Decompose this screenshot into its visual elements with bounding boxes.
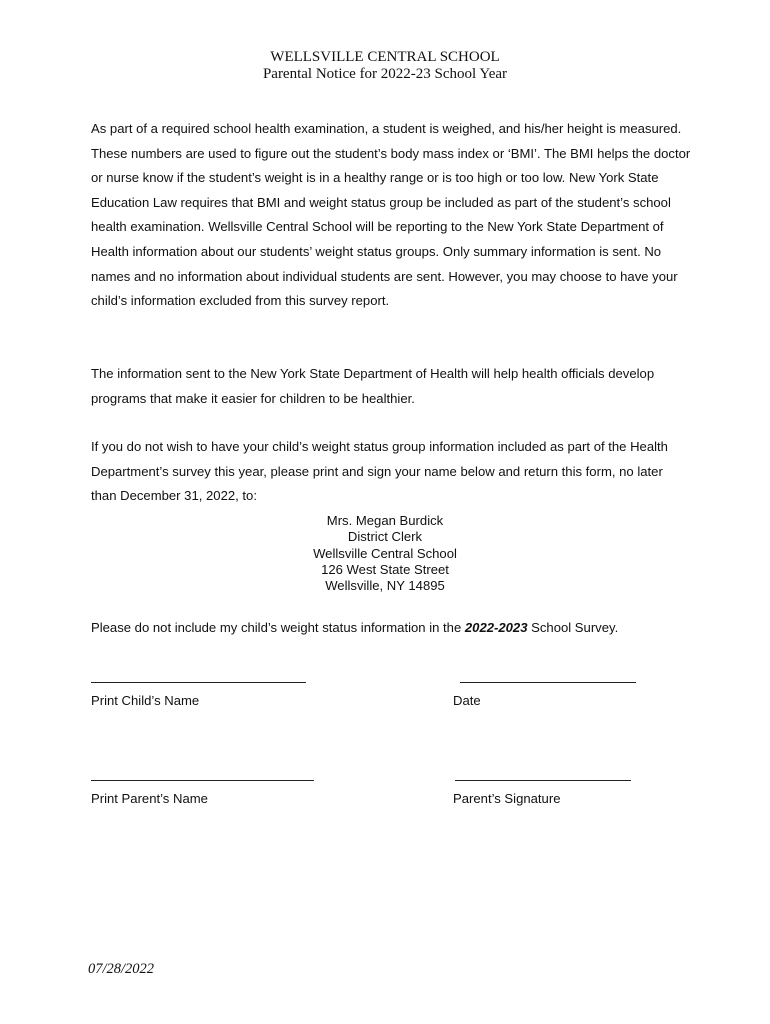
date-label: Date (453, 693, 481, 708)
bmi-explanation-paragraph: As part of a required school health examination, a student is weighed, and his/her height is measured. These numbers are used to figure out the student’s body mass index or ‘BMI’. The BMI helps the doctor or nurse know if the student’s weight is in a healthy range or is too high or too low. New York State Education Law requires that BMI and weight status group be included as part of the student’s school health examination. Wellsville Central School will be reporting to the New York State Department of Health information about our students’ weight status groups. Only summary information is sent. No names and no information about individual students are sent. However, you may choose to have your child’s information excluded from this survey report. (91, 121, 691, 309)
opt-out-statement-before: Please do not include my child’s weight status information in the (91, 620, 465, 635)
child-name-line[interactable] (91, 682, 306, 683)
address-city: Wellsville, NY 14895 (325, 578, 445, 594)
child-name-label: Print Child’s Name (91, 693, 200, 708)
opt-out-statement (91, 619, 711, 636)
footer-date: 07/28/2022 (88, 961, 155, 977)
parent-name-label: Print Parent’s Name (91, 791, 208, 806)
opt-out-statement-after: School Survey. (527, 620, 619, 635)
survey-year: 2022-2023 (464, 620, 528, 635)
notice-subheading: Parental Notice for 2022-23 School Year (262, 66, 508, 82)
parent-name-line[interactable] (91, 780, 314, 781)
parent-signature-label: Parent’s Signature (453, 791, 561, 806)
address-name: Mrs. Megan Burdick (326, 513, 444, 528)
return-address-block (0, 513, 770, 594)
parent-signature-line[interactable] (455, 780, 631, 781)
date-line[interactable] (460, 682, 636, 683)
address-street: 126 West State Street (321, 561, 449, 577)
address-title: District Clerk (347, 529, 423, 545)
health-department-paragraph: The information sent to the New York State Department of Health will help health officials develop programs that make it easier for children to be healthier. (91, 366, 655, 406)
opt-out-instructions-paragraph: If you do not wish to have your child’s weight status group information included as part of the Health Department’s survey this year, please print and sign your name below and return this form, no later than December 31, 2022, to: (91, 439, 668, 504)
school-name-heading: WELLSVILLE CENTRAL SCHOOL (270, 49, 500, 65)
address-org: Wellsville Central School (313, 545, 457, 561)
